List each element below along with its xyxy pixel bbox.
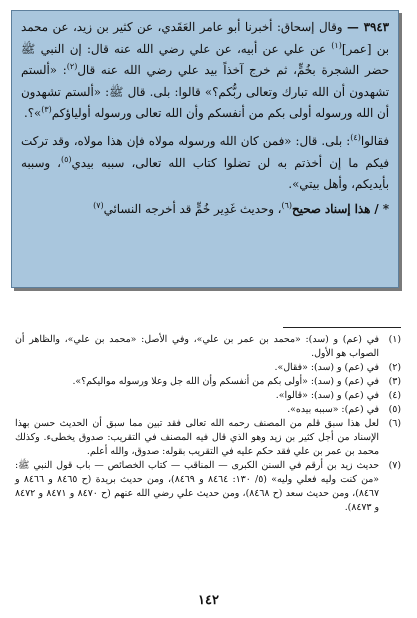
footnote-number: (٤)	[388, 390, 401, 401]
footnote-number: (١)	[388, 334, 401, 345]
hadith-number: ٣٩٤٣ —	[346, 20, 390, 34]
grading-text: ، وحديث غَدِير خُمٍّ قد أخرجه النسائي	[103, 201, 282, 216]
footnote-ref-3: (٣)	[41, 105, 52, 115]
footnote-text: في (عم) و (سد): «محمد بن عمر بن علي»، وفي الأصل: «محمد بن علي»، والظاهر أن الصواب هو الأول.	[15, 334, 379, 359]
footnote-number: (٢)	[388, 362, 401, 373]
hadith-text: : «ألستم تشهدون أن الله تبارك وتعالى ربُّكم؟» قالوا: بلى. قال ﷺ: «ألستم تشهدون أن الله ورسوله أولى بكم من أنفسكم وأن الله تعالى ورسوله أولياؤكم	[21, 63, 389, 121]
hadith-text: : بلى. قال: «فمن كان الله ورسوله مولاه فإن هذا مولاه، وقد تركت فيكم ما إن أخذتم به لن تضلوا كتاب الله تعالى، سببه بيدي	[21, 133, 389, 170]
footnote-item	[15, 417, 401, 459]
footnote-item	[15, 403, 401, 417]
footnote-text: في (عم) و (سد): «أولى بكم من أنفسكم وأن الله جل وعلا ورسوله مواليكم؟».	[72, 376, 379, 387]
hadith-text: فقالوا	[360, 133, 389, 148]
footnote-ref-1: (١)	[331, 40, 342, 50]
footnote-number: (٣)	[388, 376, 401, 387]
footnote-ref-7: (٧)	[93, 200, 104, 210]
hadith-grading	[21, 199, 389, 221]
footnote-text: حديث زيد بن أرقم في السنن الكبرى — المناقب — كتاب الخصائص — باب قول النبي ﷺ: «من كنت وليه فعلي وليه» (٥/ ١٣٠: ٨٤٦٤ و ٨٤٦٩)، ومن حديث بريدة (ح ٨٤٦٥ و ٨٤٦٦ و ٨٤٦٧)، ومن حديث سعد (ح ٨٤٦٨)، ومن حديث علي رضي الله عنهم (ح ٨٤٧٠ و ٨٤٧١ و ٨٤٧٢ و ٨٤٧٣).	[15, 460, 380, 513]
footnote-item	[15, 459, 401, 515]
footnote-text: في (عم) و (سد): «قالوا».	[275, 390, 379, 401]
hadith-text: وقال إسحاق: أخبرنا أبو عامر العَقَدي، عن كثير بن زيد، عن محمد بن [عمر]	[21, 20, 389, 56]
grading-text: * / هذا إسناد صحيح	[292, 201, 389, 216]
footnote-item	[15, 333, 401, 361]
hadith-paragraph-1	[21, 17, 389, 125]
footnote-text: لعل هذا سبق قلم من المصنف رحمه الله تعالى فقد تبين مما سبق أن الحديث حسن بهذا الإسناد من أجل كثير بن زيد وهو الذي قال فيه المصنف في التقريب: صدوق يخطىء. وكذلك محمد بن عمر بن علي فقد حكم عليه في التقريب بقوله: صدوق، والله أعلم.	[15, 418, 379, 457]
footnote-item	[15, 361, 401, 375]
footnote-ref-4: (٤)	[350, 133, 361, 143]
hadith-text: »؟.	[23, 106, 42, 121]
footnote-item	[15, 389, 401, 403]
footnote-number: (٦)	[388, 418, 401, 429]
page-number: ١٤٢	[198, 593, 219, 608]
footnotes	[15, 333, 401, 515]
footnote-number: (٧)	[388, 460, 401, 471]
hadith-text: ، وسببه بأيديكم، وأهل بيتي».	[21, 155, 389, 192]
hadith-paragraph-2	[21, 131, 389, 196]
footnote-text: في (عم) و (سد): «فقال».	[274, 362, 379, 373]
footnote-ref-2: (٢)	[66, 62, 78, 72]
footnote-text: في (عم): «سببه بيده».	[287, 404, 379, 415]
hadith-text: عن علي عن أبيه، عن علي رضي الله عنه قال: إن النبي ﷺ حضر الشجرة بخُمٍّ، ثم خرج آخذاً بيد علي رضي الله عنه قال	[21, 41, 389, 78]
hadith-text-box	[11, 10, 399, 288]
footnote-item	[15, 375, 401, 389]
footnote-ref-6: (٦)	[281, 200, 293, 210]
footnote-divider	[283, 327, 401, 328]
footnote-ref-5: (٥)	[61, 154, 72, 164]
footnote-number: (٥)	[388, 404, 401, 415]
